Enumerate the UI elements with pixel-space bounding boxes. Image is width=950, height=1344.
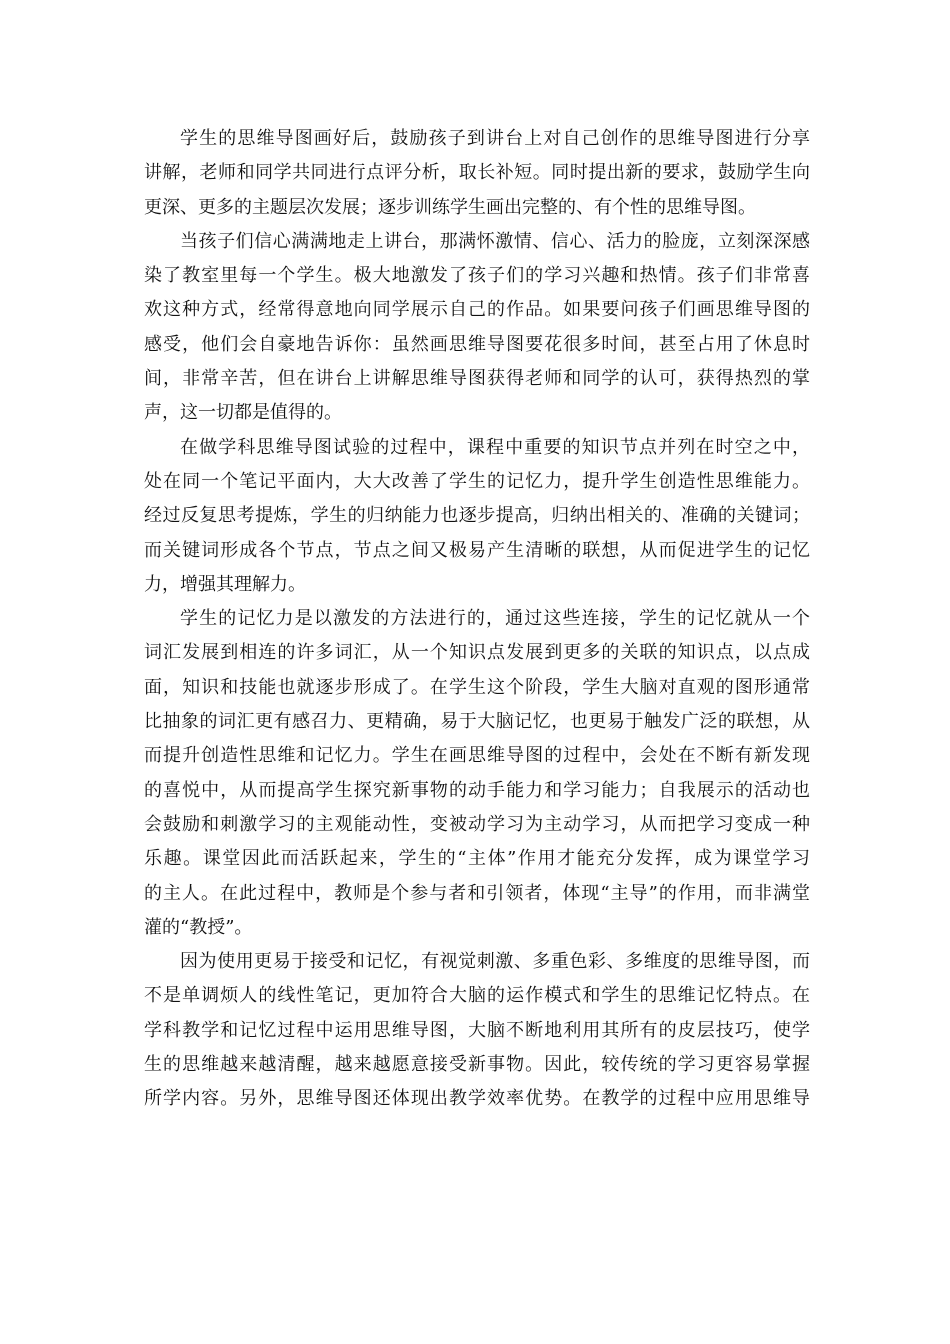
text-line: 经过反复思考提炼，学生的归纳能力也逐步提高，归纳出相关的、准确的关键词； xyxy=(144,505,810,527)
text-line: 更深、更多的主题层次发展；逐步训练学生画出完整的、有个性的思维导图。 xyxy=(144,196,756,218)
text-line: 因为使用更易于接受和记忆，有视觉刺激、多重色彩、多维度的思维导图，而 xyxy=(180,951,810,973)
text-line: 染了教室里每一个学生。极大地激发了孩子们的学习兴趣和热情。孩子们非常喜 xyxy=(144,265,810,287)
text-line: 乐趣。课堂因此而活跃起来，学生的“主体”作用才能充分发挥，成为课堂学习 xyxy=(144,848,810,870)
text-line: 的喜悦中，从而提高学生探究新事物的动手能力和学习能力；自我展示的活动也 xyxy=(144,779,810,801)
text-line: 比抽象的词汇更有感召力、更精确，易于大脑记忆，也更易于触发广泛的联想，从 xyxy=(144,711,810,733)
paragraph xyxy=(144,431,810,602)
text-line: 灌的“教授”。 xyxy=(144,916,253,938)
text-line: 欢这种方式，经常得意地向同学展示自己的作品。如果要问孩子们画思维导图的 xyxy=(144,299,810,321)
text-line: 处在同一个笔记平面内，大大改善了学生的记忆力，提升学生创造性思维能力。 xyxy=(144,470,810,492)
text-line: 的主人。在此过程中，教师是个参与者和引领者，体现“主导”的作用，而非满堂 xyxy=(144,882,810,904)
text-line: 而提升创造性思维和记忆力。学生在画思维导图的过程中，会处在不断有新发现 xyxy=(144,745,810,767)
text-line: 讲解，老师和同学共同进行点评分析，取长补短。同时提出新的要求，鼓励学生向 xyxy=(144,162,810,184)
text-line: 力，增强其理解力。 xyxy=(144,573,306,595)
text-line: 感受，他们会自豪地告诉你：虽然画思维导图要花很多时间，甚至占用了休息时 xyxy=(144,333,810,355)
paragraph xyxy=(144,225,810,431)
text-line: 而关键词形成各个节点，节点之间又极易产生清晰的联想，从而促进学生的记忆 xyxy=(144,539,810,561)
text-line: 面，知识和技能也就逐步形成了。在学生这个阶段，学生大脑对直观的图形通常 xyxy=(144,676,810,698)
text-line: 词汇发展到相连的许多词汇，从一个知识点发展到更多的关联的知识点，以点成 xyxy=(144,642,810,664)
body-text xyxy=(144,122,810,1117)
text-line: 生的思维越来越清醒，越来越愿意接受新事物。因此，较传统的学习更容易掌握 xyxy=(144,1054,810,1076)
text-line: 当孩子们信心满满地走上讲台，那满怀激情、信心、活力的脸庞，立刻深深感 xyxy=(180,230,810,252)
text-line: 声，这一切都是值得的。 xyxy=(144,402,342,424)
text-line: 学科教学和记忆过程中运用思维导图，大脑不断地利用其所有的皮层技巧，使学 xyxy=(144,1019,810,1041)
text-line: 在做学科思维导图试验的过程中，课程中重要的知识节点并列在时空之中， xyxy=(180,436,810,458)
paragraph xyxy=(144,122,810,225)
paragraph xyxy=(144,602,810,945)
text-line: 学生的思维导图画好后，鼓励孩子到讲台上对自己创作的思维导图进行分享 xyxy=(180,128,810,149)
text-line: 会鼓励和刺激学习的主观能动性，变被动学习为主动学习，从而把学习变成一种 xyxy=(144,813,810,835)
text-line: 间，非常辛苦，但在讲台上讲解思维导图获得老师和同学的认可，获得热烈的掌 xyxy=(144,368,810,390)
text-line: 学生的记忆力是以激发的方法进行的，通过这些连接，学生的记忆就从一个 xyxy=(180,608,810,630)
text-line: 所学内容。另外，思维导图还体现出教学效率优势。在教学的过程中应用思维导 xyxy=(144,1088,810,1110)
paragraph xyxy=(144,945,810,1116)
text-line: 不是单调烦人的线性笔记，更加符合大脑的运作模式和学生的思维记忆特点。在 xyxy=(144,985,810,1007)
